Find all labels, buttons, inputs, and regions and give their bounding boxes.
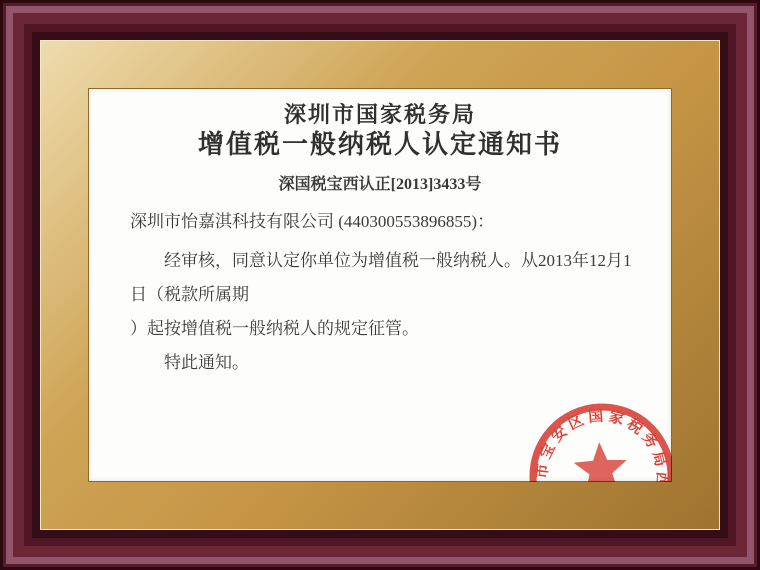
document-number: 深国税宝西认正[2013]3433号 (278, 176, 482, 193)
body-line-1: 经审核，同意认定你单位为增值税一般纳税人。从2013年12月1日（税款所属期 (130, 251, 632, 304)
seal-ring-text: 深圳市宝安区国家税务局西乡税务所 (534, 408, 670, 544)
document-title: 增值税一般纳税人认定通知书 (197, 130, 562, 159)
seal-star-icon (573, 441, 629, 482)
issuer-title: 深圳市国家税务局 (283, 102, 476, 127)
official-seal (518, 392, 672, 544)
body-line-2: ）起按增值税一般纳税人的规定征管。 (130, 319, 419, 338)
gold-trim (40, 40, 720, 544)
body-line-3: 特此通知。 (164, 353, 249, 372)
certificate-paper (88, 88, 672, 544)
recipient-line: 深圳市怡嘉淇科技有限公司 (440300553896855)： (130, 212, 495, 231)
